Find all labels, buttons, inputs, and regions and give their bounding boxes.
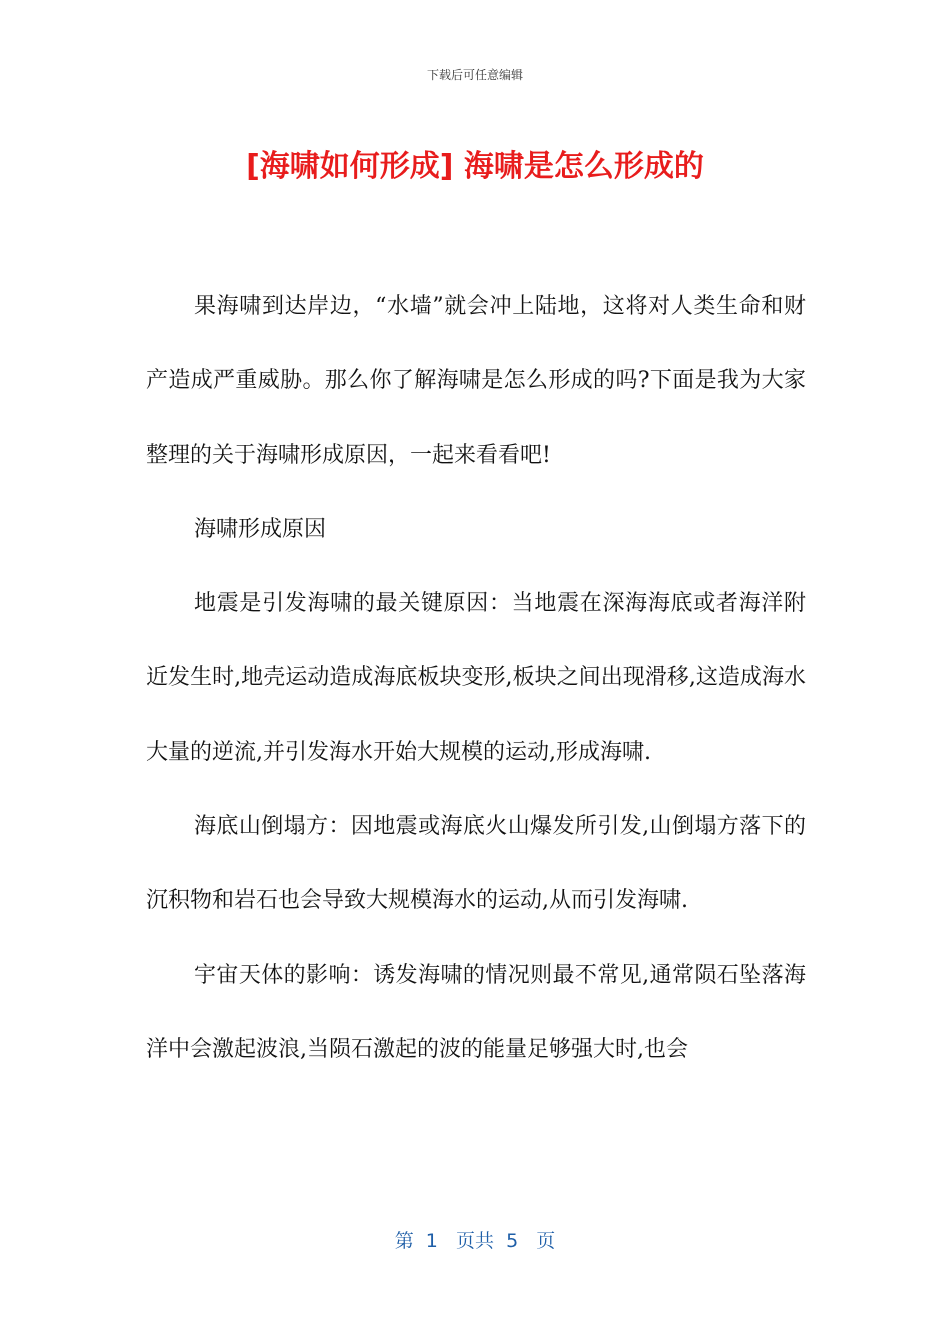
paragraph-cosmic: 宇宙天体的影响：诱发海啸的情况则最不常见,通常陨石坠落海洋中会激起波浪,当陨石激起的波的能量足够强大时,也会 [146, 962, 806, 1062]
paragraph-landslide: 海底山倒塌方：因地震或海底火山爆发所引发,山倒塌方落下的沉积物和岩石也会导致大规模海水的运动,从而引发海啸. [146, 814, 806, 914]
document-body [146, 270, 806, 1087]
page-number-footer: 第 1 页共 5 页 [394, 1230, 556, 1252]
section-heading: 海啸形成原因 [194, 516, 327, 542]
document-title: [海啸如何形成] 海啸是怎么形成的 [246, 149, 704, 184]
paragraph-earthquake: 地震是引发海啸的最关键原因：当地震在深海海底或者海洋附近发生时,地壳运动造成海底板块变形,板块之间出现滑移,这造成海水大量的逆流,并引发海水开始大规模的运动,形成海啸. [146, 591, 806, 765]
page-header: 下载后可任意编辑 [426, 68, 523, 82]
paragraph-intro: 果海啸到达岸边，“水墙”就会冲上陆地，这将对人类生命和财产造成严重威胁。那么你了解海啸是怎么形成的吗?下面是我为大家整理的关于海啸形成原因，一起来看看吧! [146, 294, 806, 468]
